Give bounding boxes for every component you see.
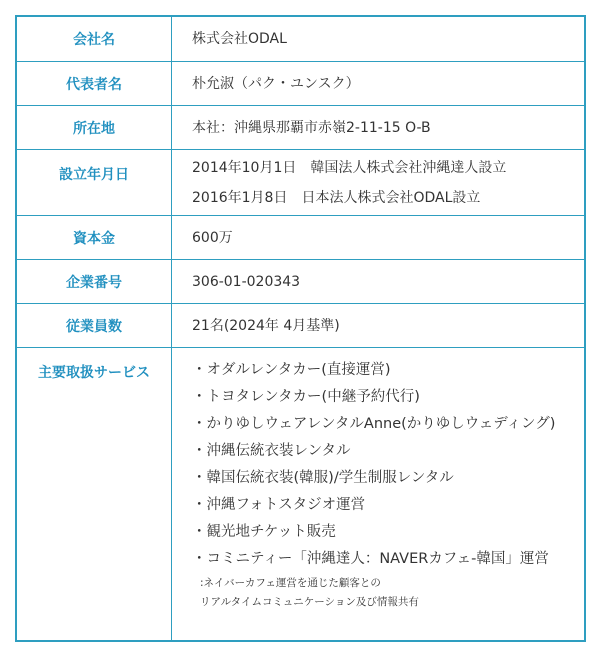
service-item: ・観光地チケット販売 bbox=[192, 524, 336, 540]
value-established bbox=[172, 150, 584, 215]
service-item: ・オダルレンタカー(直接運営) bbox=[192, 362, 391, 378]
label-employees: 従業員数 bbox=[17, 304, 172, 347]
label-business-number: 企業番号 bbox=[17, 260, 172, 303]
label-address: 所在地 bbox=[17, 106, 172, 149]
capital: 600万 bbox=[192, 229, 233, 246]
row-employees bbox=[17, 304, 584, 348]
value-employees bbox=[172, 304, 584, 347]
value-company-name bbox=[172, 17, 584, 61]
row-company-name bbox=[17, 17, 584, 62]
business-number: 306-01-020343 bbox=[192, 273, 301, 290]
employee-count: 21名(2024年 4月基準) bbox=[192, 317, 340, 334]
value-capital bbox=[172, 216, 584, 259]
representative-name: 朴允淑（パク・ユンスク） bbox=[192, 75, 360, 92]
established-line-1: 2014年10月1日 韓国法人株式会社沖縄達人設立 bbox=[192, 159, 507, 176]
value-services bbox=[172, 348, 584, 640]
row-capital bbox=[17, 216, 584, 260]
value-representative bbox=[172, 62, 584, 105]
label-representative: 代表者名 bbox=[17, 62, 172, 105]
label-services: 主要取扱サービス bbox=[17, 348, 172, 640]
service-item: ・沖縄伝統衣装レンタル bbox=[192, 443, 351, 459]
address: 本社：沖縄県那覇市赤嶺2-11-15 O-B bbox=[192, 119, 431, 136]
company-info-table bbox=[15, 15, 586, 642]
label-established: 設立年月日 bbox=[17, 150, 172, 215]
row-representative bbox=[17, 62, 584, 106]
row-established bbox=[17, 150, 584, 216]
service-note-line-2: リアルタイムコミュニケーション及び情報共有 bbox=[200, 596, 419, 608]
service-note-line-1: :ネイバーカフェ運営を通じた顧客との bbox=[200, 577, 381, 589]
value-address bbox=[172, 106, 584, 149]
company-name: 株式会社ODAL bbox=[192, 31, 287, 47]
established-line-2: 2016年1月8日 日本法人株式会社ODAL設立 bbox=[192, 189, 481, 206]
label-company-name: 会社名 bbox=[17, 17, 172, 61]
label-capital: 資本金 bbox=[17, 216, 172, 259]
row-services bbox=[17, 348, 584, 640]
service-item: ・韓国伝統衣装(韓服)/学生制服レンタル bbox=[192, 470, 454, 486]
service-item: ・コミニティー「沖縄達人：NAVERカフェ-韓国」運営 bbox=[192, 551, 549, 567]
row-address bbox=[17, 106, 584, 150]
value-business-number bbox=[172, 260, 584, 303]
service-item: ・沖縄フォトスタジオ運営 bbox=[192, 497, 366, 513]
service-item: ・かりゆしウェアレンタルAnne(かりゆしウェディング) bbox=[192, 416, 556, 432]
row-business-number bbox=[17, 260, 584, 304]
service-item: ・トヨタレンタカー(中継予約代行) bbox=[192, 389, 420, 405]
